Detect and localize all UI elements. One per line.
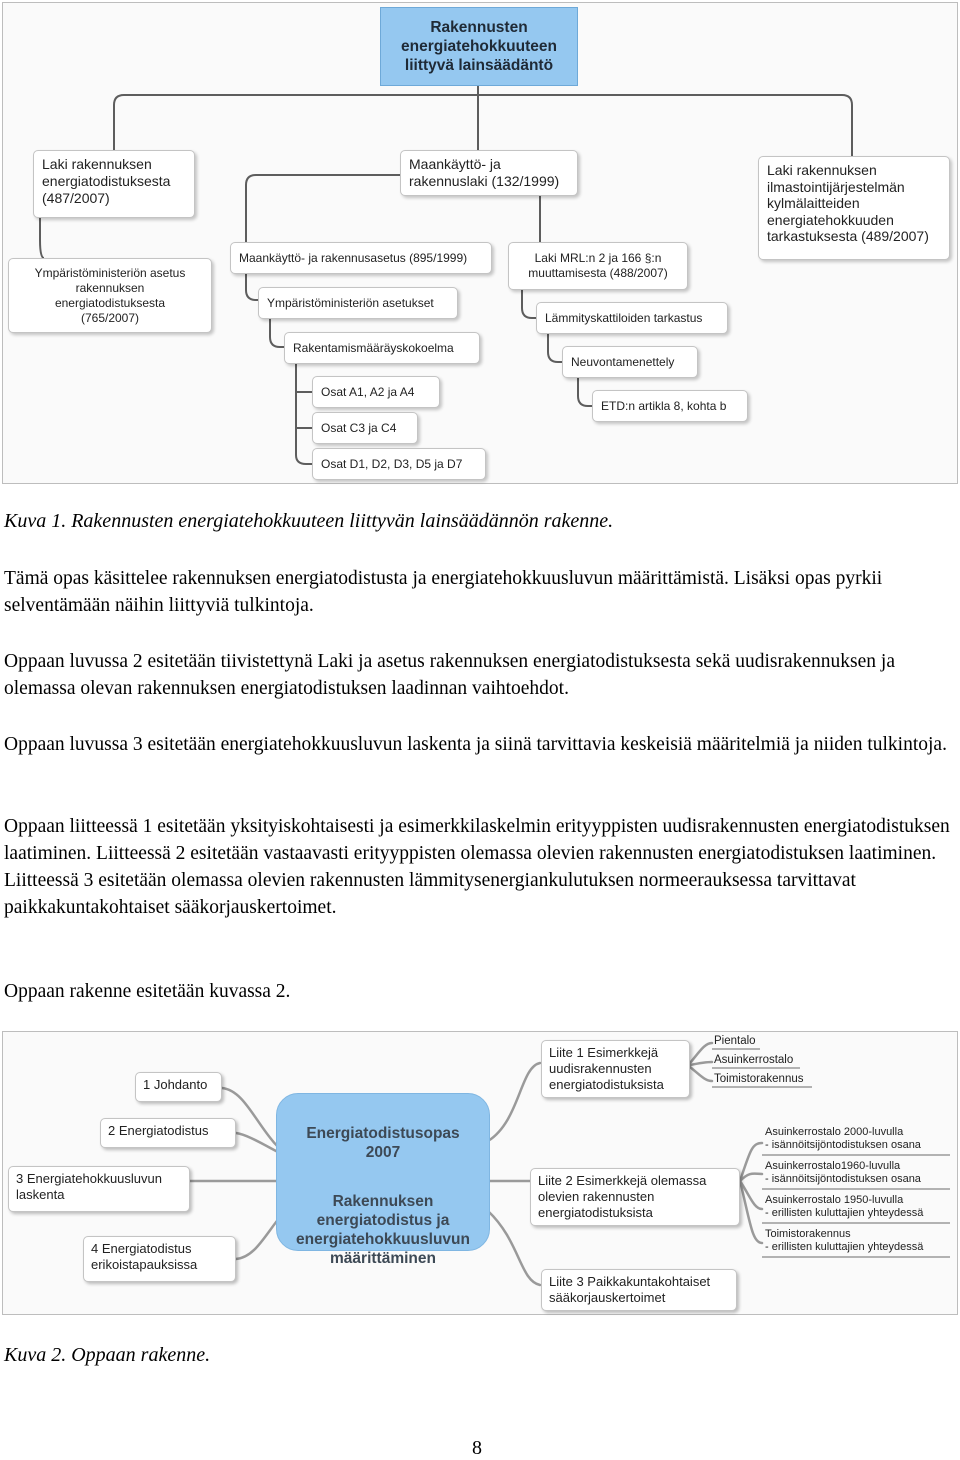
topic-energiatodistus: 2 Energiatodistus [100,1118,236,1148]
leaf-asuinkerrostalo-2000: Asuinkerrostalo 2000-luvulla - isännöitsijöntodistuksen osana [765,1126,921,1151]
mm-link-leaf-toimisto [740,1181,762,1243]
node-osat-c: Osat C3 ja C4 [312,412,418,444]
node-mrl: Maankäyttö- ja rakennuslaki (132/1999) [400,150,578,196]
leaf-asuinkerrostalo-1960: Asuinkerrostalo1960-luvulla - isännöitsijöntodistuksen osana [765,1160,921,1185]
node-ym-asetukset: Ympäristöministeriön asetukset [258,287,458,319]
page-number: 8 [472,1437,482,1459]
topic-liite-2: Liite 2 Esimerkkejä olemassa olevien rakennusten energiatodistuksista [530,1168,740,1226]
mm-link-liite1 [488,1063,540,1141]
node-rakmk: Rakentamismääräyskokoelma [284,332,480,364]
connector-rakmk-osat [296,362,312,464]
node-laki-energiatodistus: Laki rakennuksen energiatodistuksesta (487/2007) [33,150,195,218]
node-lammityskattilat: Lämmityskattiloiden tarkastus [536,302,728,334]
connector-mra-asetukset [246,272,258,300]
topic-erikoistapaukset: 4 Energiatodistus erikoistapauksissa [83,1236,236,1282]
connector-laki-ymasetus [40,218,44,258]
mm-link-asuinkerrostalo [690,1062,712,1065]
figure-1-caption: Kuva 1. Rakennusten energiatehokkuuteen liittyvän lainsäädännön rakenne. [4,510,614,532]
node-neuvonta: Neuvontamenettely [562,346,698,378]
connector-muutos-lammitys [522,290,536,318]
connector-neuvonta-etd [578,378,592,406]
leaf-toimistorakennus-2: Toimistorakennus - erillisten kuluttajien yhteydessä [765,1228,924,1253]
mm-link-pientalo [690,1043,712,1063]
central-subtitle: Rakennuksen energiatodistus ja energiatehokkuusluvun määrittäminen [296,1193,470,1267]
central-title: Energiatodistusopas 2007 [306,1125,460,1161]
leaf-pientalo: Pientalo [714,1035,756,1047]
diagram-root-node: Rakennusten energiatehokkuuteen liittyvä lainsäädäntö [380,7,578,86]
connector-mrl-mra [246,175,400,242]
topic-johdanto: 1 Johdanto [135,1072,222,1102]
mindmap-central-node [276,1093,490,1267]
topic-energiatehokkuusluvun-laskenta: 3 Energiatehokkuusluvun laskenta [8,1166,190,1212]
paragraph-3: Oppaan luvussa 3 esitetään energiatehokkuusluvun laskenta ja siinä tarvittavia keskeisiä määritelmiä ja niiden tulkintoja. [4,734,947,755]
leaf-asuinkerrostalo: Asuinkerrostalo [714,1054,794,1066]
topic-liite-3: Liite 3 Paikkakuntakohtaiset sääkorjauskertoimet [541,1269,737,1311]
paragraph-5: Oppaan rakenne esitetään kuvassa 2. [4,981,291,1002]
leaf-toimistorakennus: Toimistorakennus [714,1073,804,1085]
node-etd: ETD:n artikla 8, kohta b [592,390,748,422]
paragraph-4: Oppaan liitteessä 1 esitetään yksityiskohtaisesti ja esimerkkilaskelmin erityyppisten uudisrakennusten energiatodistuksen laatiminen. Liitteessä 2 esitetään vastaavasti erityyppisten olemassa olevien rakennusten energiatodistuksen laatiminen. Liitteessä 3 esitetään olemassa olevien rakennusten lämmitysenergiankulutuksen normeerauksessa tarvittavat paikkakuntakohtaiset sääkorjauskertoimet. [4,816,950,918]
figure-2-caption: Kuva 2. Oppaan rakenne. [4,1344,211,1366]
connector-lammitys-neuvonta [548,334,562,362]
mm-link-toimisto [690,1067,712,1081]
node-laki-mrl-muutos: Laki MRL:n 2 ja 166 §:n muuttamisesta (488/2007) [508,242,688,290]
connector-asetukset-rakmk [270,318,284,347]
node-osat-d: Osat D1, D2, D3, D5 ja D7 [312,448,486,480]
topic-liite-1: Liite 1 Esimerkkejä uudisrakennusten energiatodistuksista [541,1040,690,1098]
node-mra: Maankäyttö- ja rakennusasetus (895/1999) [230,242,492,274]
mm-link-leaf-2000 [740,1143,762,1181]
node-osat-a: Osat A1, A2 ja A4 [312,376,440,408]
paragraph-1: Tämä opas käsittelee rakennuksen energiatodistusta ja energiatehokkuusluvun määrittämistä. Lisäksi opas pyrkii selventämään näihin liittyviä tulkintoja. [4,568,883,616]
leaf-asuinkerrostalo-1950: Asuinkerrostalo 1950-luvulla - erillisten kuluttajien yhteydessä [765,1194,924,1219]
node-laki-ilmastointi: Laki rakennuksen ilmastointijärjestelmän kylmälaitteiden energiatehokkuuden tarkastuksesta (489/2007) [758,156,950,260]
connector-root-ilmastointi [478,95,852,156]
node-ym-asetus: Ympäristöministeriön asetus rakennuksen energiatodistuksesta (765/2007) [8,258,212,333]
connector-root-laki [114,86,478,150]
paragraph-2: Oppaan luvussa 2 esitetään tiivistettynä Laki ja asetus rakennuksen energiatodistuksesta sekä uudisrakennuksen ja olemassa olevan rakennuksen energiatodistuksen laadinnan vaihtoehdot. [4,651,895,699]
